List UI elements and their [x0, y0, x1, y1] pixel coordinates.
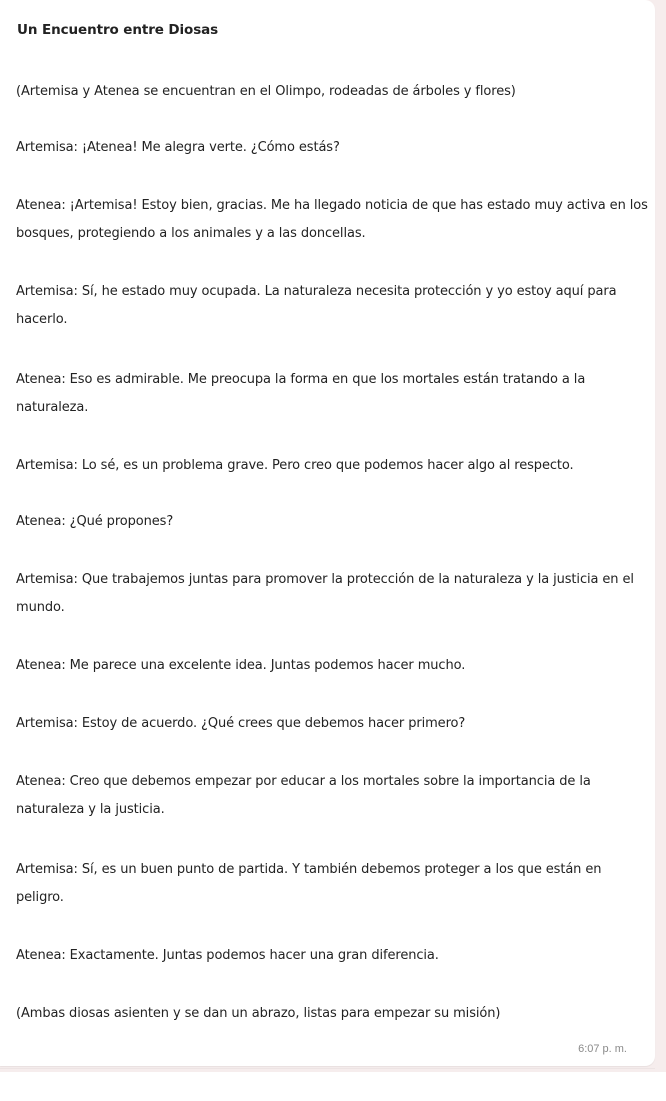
message-paragraph: Atenea: ¿Qué propones?: [16, 514, 174, 529]
message-paragraph: Artemisa: Sí, he estado muy ocupada. La naturaleza necesita protección y yo estoy aquí para hacerlo.: [16, 284, 617, 327]
message-title: Un Encuentro entre Diosas: [17, 22, 219, 38]
message-paragraph: Atenea: Me parece una excelente idea. Juntas podemos hacer mucho.: [16, 658, 466, 673]
message-paragraph: Atenea: Creo que debemos empezar por educar a los mortales sobre la importancia de la naturaleza y la justicia.: [16, 774, 591, 817]
message-paragraph: (Ambas diosas asienten y se dan un abrazo, listas para empezar su misión): [16, 1006, 501, 1021]
bubble-divider: [0, 1068, 655, 1069]
message-paragraph: Atenea: Eso es admirable. Me preocupa la forma en que los mortales están tratando a la naturaleza.: [16, 372, 586, 415]
message-paragraph: Artemisa: Estoy de acuerdo. ¿Qué crees que debemos hacer primero?: [16, 716, 466, 731]
next-message-bubble[interactable]: [0, 1072, 666, 1101]
message-paragraph: Atenea: Exactamente. Juntas podemos hacer una gran diferencia.: [16, 948, 439, 963]
message-timestamp: 6:07 p. m.: [578, 1043, 627, 1055]
message-paragraph: Atenea: ¡Artemisa! Estoy bien, gracias. Me ha llegado noticia de que has estado muy activa en los bosques, protegiendo a los animales y a las doncellas.: [16, 198, 648, 241]
message-paragraph: Artemisa: ¡Atenea! Me alegra verte. ¿Cómo estás?: [16, 140, 340, 155]
message-paragraph: (Artemisa y Atenea se encuentran en el Olimpo, rodeadas de árboles y flores): [16, 84, 516, 99]
message-paragraph: Artemisa: Que trabajemos juntas para promover la protección de la naturaleza y la justicia en el mundo.: [16, 572, 634, 615]
message-paragraph: Artemisa: Lo sé, es un problema grave. Pero creo que podemos hacer algo al respecto.: [16, 458, 574, 473]
message-paragraph: Artemisa: Sí, es un buen punto de partida. Y también debemos proteger a los que están en peligro.: [16, 862, 602, 905]
